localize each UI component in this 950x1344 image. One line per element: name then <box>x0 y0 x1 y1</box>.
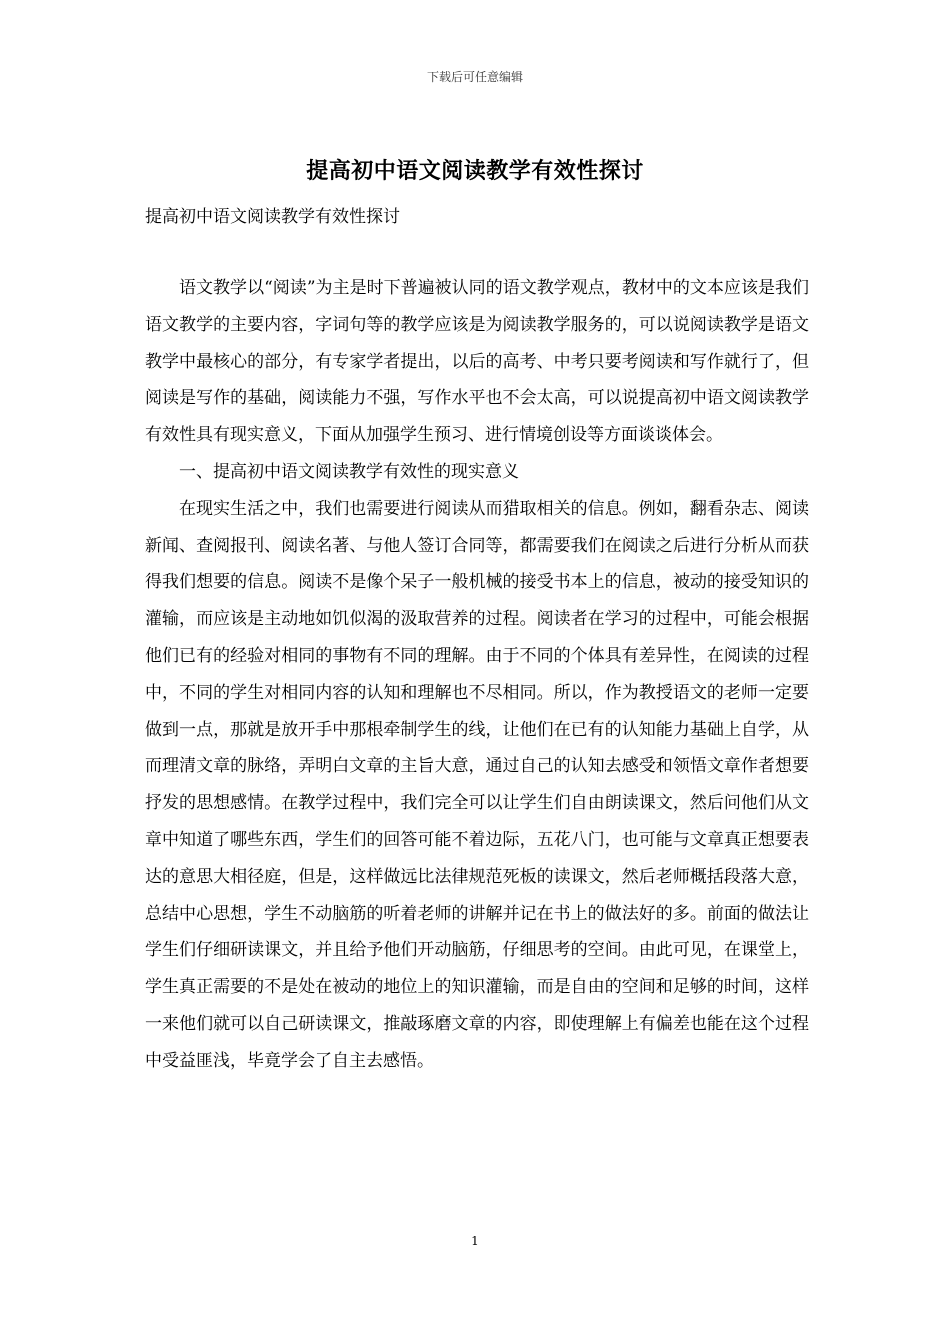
document-body <box>145 270 809 1080</box>
section-heading: 一、提高初中语文阅读教学有效性的现实意义 <box>179 461 519 482</box>
paragraph-main: 在现实生活之中，我们也需要进行阅读从而猎取相关的信息。例如，翻看杂志、阅读新闻、查阅报刊、阅读名著、与他人签订合同等，都需要我们在阅读之后进行分析从而获得我们想要的信息。阅读不是像个呆子一般机械的接受书本上的信息，被动的接受知识的灌输，而应该是主动地如饥似渴的汲取营养的过程。阅读者在学习的过程中，可能会根据他们已有的经验对相同的事物有不同的理解。由于不同的个体具有差异性，在阅读的过程中，不同的学生对相同内容的认知和理解也不尽相同。所以，作为教授语文的老师一定要做到一点，那就是放开手中那根牵制学生的线，让他们在已有的认知能力基础上自学，从而理清文章的脉络，弄明白文章的主旨大意，通过自己的认知去感受和领悟文章作者想要抒发的思想感情。在教学过程中，我们完全可以让学生们自由朗读课文，然后问他们从文章中知道了哪些东西，学生们的回答可能不着边际，五花八门，也可能与文章真正想要表达的意思大相径庭，但是，这样做远比法律规范死板的读课文，然后老师概括段落大意，总结中心思想，学生不动脑筋的听着老师的讲解并记在书上的做法好的多。前面的做法让学生们仔细研读课文，并且给予他们开动脑筋，仔细思考的空间。由此可见，在课堂上，学生真正需要的不是处在被动的地位上的知识灌输，而是自由的空间和足够的时间，这样一来他们就可以自己研读课文，推敲琢磨文章的内容，即使理解上有偏差也能在这个过程中受益匪浅，毕竟学会了自主去感悟。 <box>145 498 809 1071</box>
page-number: 1 <box>471 1234 479 1248</box>
document-title: 提高初中语文阅读教学有效性探讨 <box>306 158 644 184</box>
paragraph-intro: 语文教学以“阅读”为主是时下普遍被认同的语文教学观点，教材中的文本应该是我们语文教学的主要内容，字词句等的教学应该是为阅读教学服务的，可以说阅读教学是语文教学中最核心的部分，有专家学者提出，以后的高考、中考只要考阅读和写作就行了，但阅读是写作的基础，阅读能力不强，写作水平也不会太高，可以说提高初中语文阅读教学有效性具有现实意义，下面从加强学生预习、进行情境创设等方面谈谈体会。 <box>145 278 809 446</box>
document-subtitle: 提高初中语文阅读教学有效性探讨 <box>145 207 400 227</box>
header-note: 下载后可任意编辑 <box>426 70 523 84</box>
